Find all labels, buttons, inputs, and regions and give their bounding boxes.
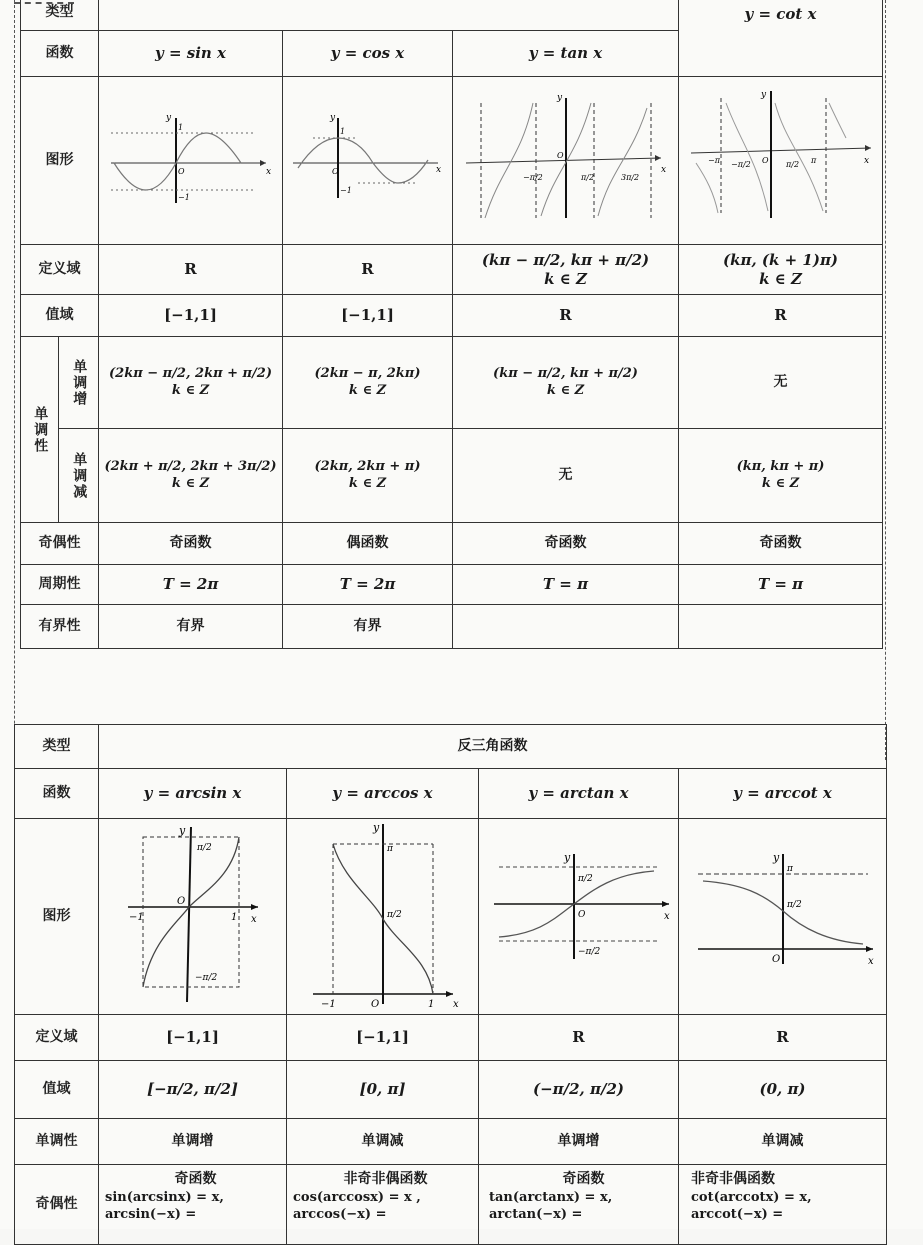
svg-text:π: π <box>810 156 816 165</box>
svg-text:π/2: π/2 <box>577 874 593 885</box>
range-label: 值域 <box>21 295 99 337</box>
sin-increase <box>99 337 283 429</box>
tan-increase-interval: (kπ − π/2, kπ + π/2) <box>493 366 638 382</box>
svg-text:π/2: π/2 <box>196 842 212 853</box>
cos-period: T = 2π <box>283 565 453 605</box>
trig-function-table <box>20 0 883 649</box>
svg-text:y: y <box>556 93 562 104</box>
cos-parity: 偶函数 <box>283 523 453 565</box>
arcsin-range: [−π/2, π/2] <box>99 1061 287 1119</box>
svg-text:x: x <box>452 999 459 1010</box>
arccot-monotonicity: 单调减 <box>679 1119 887 1165</box>
svg-text:y: y <box>760 90 766 100</box>
inv-category-value: 反三角函数 <box>99 725 887 769</box>
tan-domain-interval: (kπ − π/2, kπ + π/2) <box>481 250 650 269</box>
svg-text:O: O <box>577 910 585 921</box>
svg-text:−π/2: −π/2 <box>194 972 217 983</box>
svg-text:π/2: π/2 <box>785 160 799 169</box>
arctan-identity-1: tan(arctanx) = x, <box>489 1189 613 1205</box>
category-value <box>99 0 679 31</box>
svg-text:−π: −π <box>707 156 720 165</box>
arcsine-graph <box>99 819 287 1015</box>
function-label: 函数 <box>21 31 99 77</box>
arccos-parity <box>287 1165 479 1245</box>
arccos-identity-2: arccos(−x) = <box>293 1207 387 1223</box>
cot-decrease <box>679 429 883 523</box>
function-cos: y = cos x <box>283 31 453 77</box>
svg-text:y: y <box>178 823 185 837</box>
cotangent-graph <box>679 77 883 245</box>
svg-text:O: O <box>761 156 769 165</box>
svg-text:π/2: π/2 <box>786 900 802 911</box>
inv-domain-label: 定义域 <box>15 1015 99 1061</box>
cos-bounded: 有界 <box>283 605 453 649</box>
arccosine-graph <box>287 819 479 1015</box>
svg-text:O: O <box>370 999 379 1010</box>
arccos-monotonicity: 单调减 <box>287 1119 479 1165</box>
arctan-monotonicity: 单调增 <box>479 1119 679 1165</box>
periodicity-label: 周期性 <box>21 565 99 605</box>
svg-text:x: x <box>663 911 670 923</box>
svg-text:x: x <box>435 165 441 176</box>
svg-text:−π/2: −π/2 <box>730 160 751 169</box>
inverse-trig-function-table <box>14 724 887 1245</box>
tan-period: T = π <box>453 565 679 605</box>
function-sin: y = sin x <box>99 31 283 77</box>
inv-parity-label: 奇偶性 <box>15 1165 99 1245</box>
arcsin-identity-2: arcsin(−x) = <box>105 1207 197 1223</box>
arcsin-parity <box>99 1165 287 1245</box>
sin-increase-k: k ∈ Z <box>171 382 210 398</box>
arctan-parity-title: 奇函数 <box>562 1171 605 1187</box>
arccos-domain: [−1,1] <box>287 1015 479 1061</box>
arcsin-identity-1: sin(arcsinx) = x, <box>105 1189 224 1205</box>
arctangent-graph <box>479 819 679 1015</box>
dashed-border-right <box>885 0 886 760</box>
function-cot: y = cot x <box>679 0 883 77</box>
cot-bounded <box>679 605 883 649</box>
domain-label: 定义域 <box>21 245 99 295</box>
svg-text:−1: −1 <box>177 193 190 203</box>
tan-increase-k: k ∈ Z <box>546 382 585 398</box>
mono-decrease-label: 单调减 <box>59 429 99 523</box>
svg-text:−1: −1 <box>320 999 336 1010</box>
arctan-parity <box>479 1165 679 1245</box>
svg-text:π: π <box>386 844 393 855</box>
arccot-identity-1: cot(arccotx) = x, <box>691 1189 812 1205</box>
svg-text:x: x <box>250 913 257 925</box>
arccos-range: [0, π] <box>287 1061 479 1119</box>
arccotangent-graph <box>679 819 887 1015</box>
sin-increase-interval: (2kπ − π/2, 2kπ + π/2) <box>109 366 272 382</box>
cot-period: T = π <box>679 565 883 605</box>
cot-domain-k: k ∈ Z <box>759 269 802 288</box>
cos-decrease-k: k ∈ Z <box>348 475 387 491</box>
tan-increase <box>453 337 679 429</box>
cos-range: [−1,1] <box>283 295 453 337</box>
cot-parity: 奇函数 <box>679 523 883 565</box>
svg-text:y: y <box>772 851 779 865</box>
mono-increase-label: 单调增 <box>59 337 99 429</box>
function-tan: y = tan x <box>453 31 679 77</box>
arctan-identity-2: arctan(−x) = <box>489 1207 583 1223</box>
cot-increase: 无 <box>679 337 883 429</box>
arccot-range: (0, π) <box>679 1061 887 1119</box>
sin-range: [−1,1] <box>99 295 283 337</box>
svg-text:x: x <box>867 956 874 968</box>
sin-decrease-interval: (2kπ + π/2, 2kπ + 3π/2) <box>104 459 277 475</box>
tan-range: R <box>453 295 679 337</box>
svg-text:O: O <box>176 895 185 907</box>
svg-text:1: 1 <box>230 911 237 923</box>
cosine-graph <box>283 77 453 245</box>
sin-bounded: 有界 <box>99 605 283 649</box>
arctan-range: (−π/2, π/2) <box>479 1061 679 1119</box>
function-arcsin: y = arcsin x <box>99 769 287 819</box>
function-arctan: y = arctan x <box>479 769 679 819</box>
svg-text:3π/2: 3π/2 <box>620 173 639 183</box>
svg-text:x: x <box>660 165 666 176</box>
tan-domain <box>453 245 679 295</box>
arccot-parity-title: 非奇非偶函数 <box>691 1171 775 1187</box>
svg-text:y: y <box>563 851 570 865</box>
sin-decrease-k: k ∈ Z <box>171 475 210 491</box>
function-arccos: y = arccos x <box>287 769 479 819</box>
svg-text:y: y <box>372 821 379 835</box>
inv-graph-label: 图形 <box>15 819 99 1015</box>
svg-text:O: O <box>331 167 339 177</box>
svg-text:O: O <box>177 167 185 177</box>
arccos-parity-title: 非奇非偶函数 <box>343 1171 428 1187</box>
monotonicity-label: 单调性 <box>21 337 59 523</box>
svg-text:π: π <box>786 864 793 875</box>
cot-domain <box>679 245 883 295</box>
tan-parity: 奇函数 <box>453 523 679 565</box>
svg-text:π/2: π/2 <box>386 910 402 921</box>
cos-decrease-interval: (2kπ, 2kπ + π) <box>314 459 421 475</box>
graph-label: 图形 <box>21 77 99 245</box>
svg-text:−π/2: −π/2 <box>522 173 543 183</box>
cot-decrease-interval: (kπ, kπ + π) <box>736 459 825 475</box>
tangent-graph <box>453 77 679 245</box>
svg-text:−π/2: −π/2 <box>577 947 600 958</box>
sine-graph <box>99 77 283 245</box>
cos-increase-interval: (2kπ − π, 2kπ) <box>314 366 421 382</box>
tan-decrease: 无 <box>453 429 679 523</box>
inv-category-label: 类型 <box>15 725 99 769</box>
function-arccot: y = arccot x <box>679 769 887 819</box>
arcsin-monotonicity: 单调增 <box>99 1119 287 1165</box>
sin-decrease <box>99 429 283 523</box>
arcsin-parity-title: 奇函数 <box>174 1171 217 1187</box>
cos-domain: R <box>283 245 453 295</box>
svg-text:1: 1 <box>427 999 434 1010</box>
inv-monotonicity-label: 单调性 <box>15 1119 99 1165</box>
arcsin-domain: [−1,1] <box>99 1015 287 1061</box>
sin-parity: 奇函数 <box>99 523 283 565</box>
sin-domain: R <box>99 245 283 295</box>
sin-period: T = 2π <box>99 565 283 605</box>
svg-text:y: y <box>329 113 335 124</box>
arccot-identity-2: arccot(−x) = <box>691 1207 784 1223</box>
svg-text:−1: −1 <box>339 186 352 196</box>
cot-domain-interval: (kπ, (k + 1)π) <box>723 250 839 269</box>
svg-text:1: 1 <box>177 123 183 133</box>
cot-decrease-k: k ∈ Z <box>761 475 800 491</box>
svg-text:π/2: π/2 <box>580 173 594 183</box>
svg-text:−1: −1 <box>128 911 144 923</box>
boundedness-label: 有界性 <box>21 605 99 649</box>
cot-range: R <box>679 295 883 337</box>
tan-bounded <box>453 605 679 649</box>
arccos-identity-1: cos(arccosx) = x , <box>293 1189 421 1205</box>
category-label: 类型 <box>21 0 99 31</box>
inv-function-label: 函数 <box>15 769 99 819</box>
cos-increase-k: k ∈ Z <box>348 382 387 398</box>
arccot-parity <box>679 1165 887 1245</box>
tan-domain-k: k ∈ Z <box>544 269 587 288</box>
inv-range-label: 值域 <box>15 1061 99 1119</box>
arccot-domain: R <box>679 1015 887 1061</box>
svg-text:O: O <box>771 954 780 966</box>
svg-text:y: y <box>165 113 171 124</box>
cos-increase <box>283 337 453 429</box>
svg-text:x: x <box>863 156 869 166</box>
parity-label: 奇偶性 <box>21 523 99 565</box>
svg-text:1: 1 <box>339 127 345 137</box>
svg-text:x: x <box>265 167 271 178</box>
arctan-domain: R <box>479 1015 679 1061</box>
cos-decrease <box>283 429 453 523</box>
svg-text:O: O <box>556 151 564 161</box>
